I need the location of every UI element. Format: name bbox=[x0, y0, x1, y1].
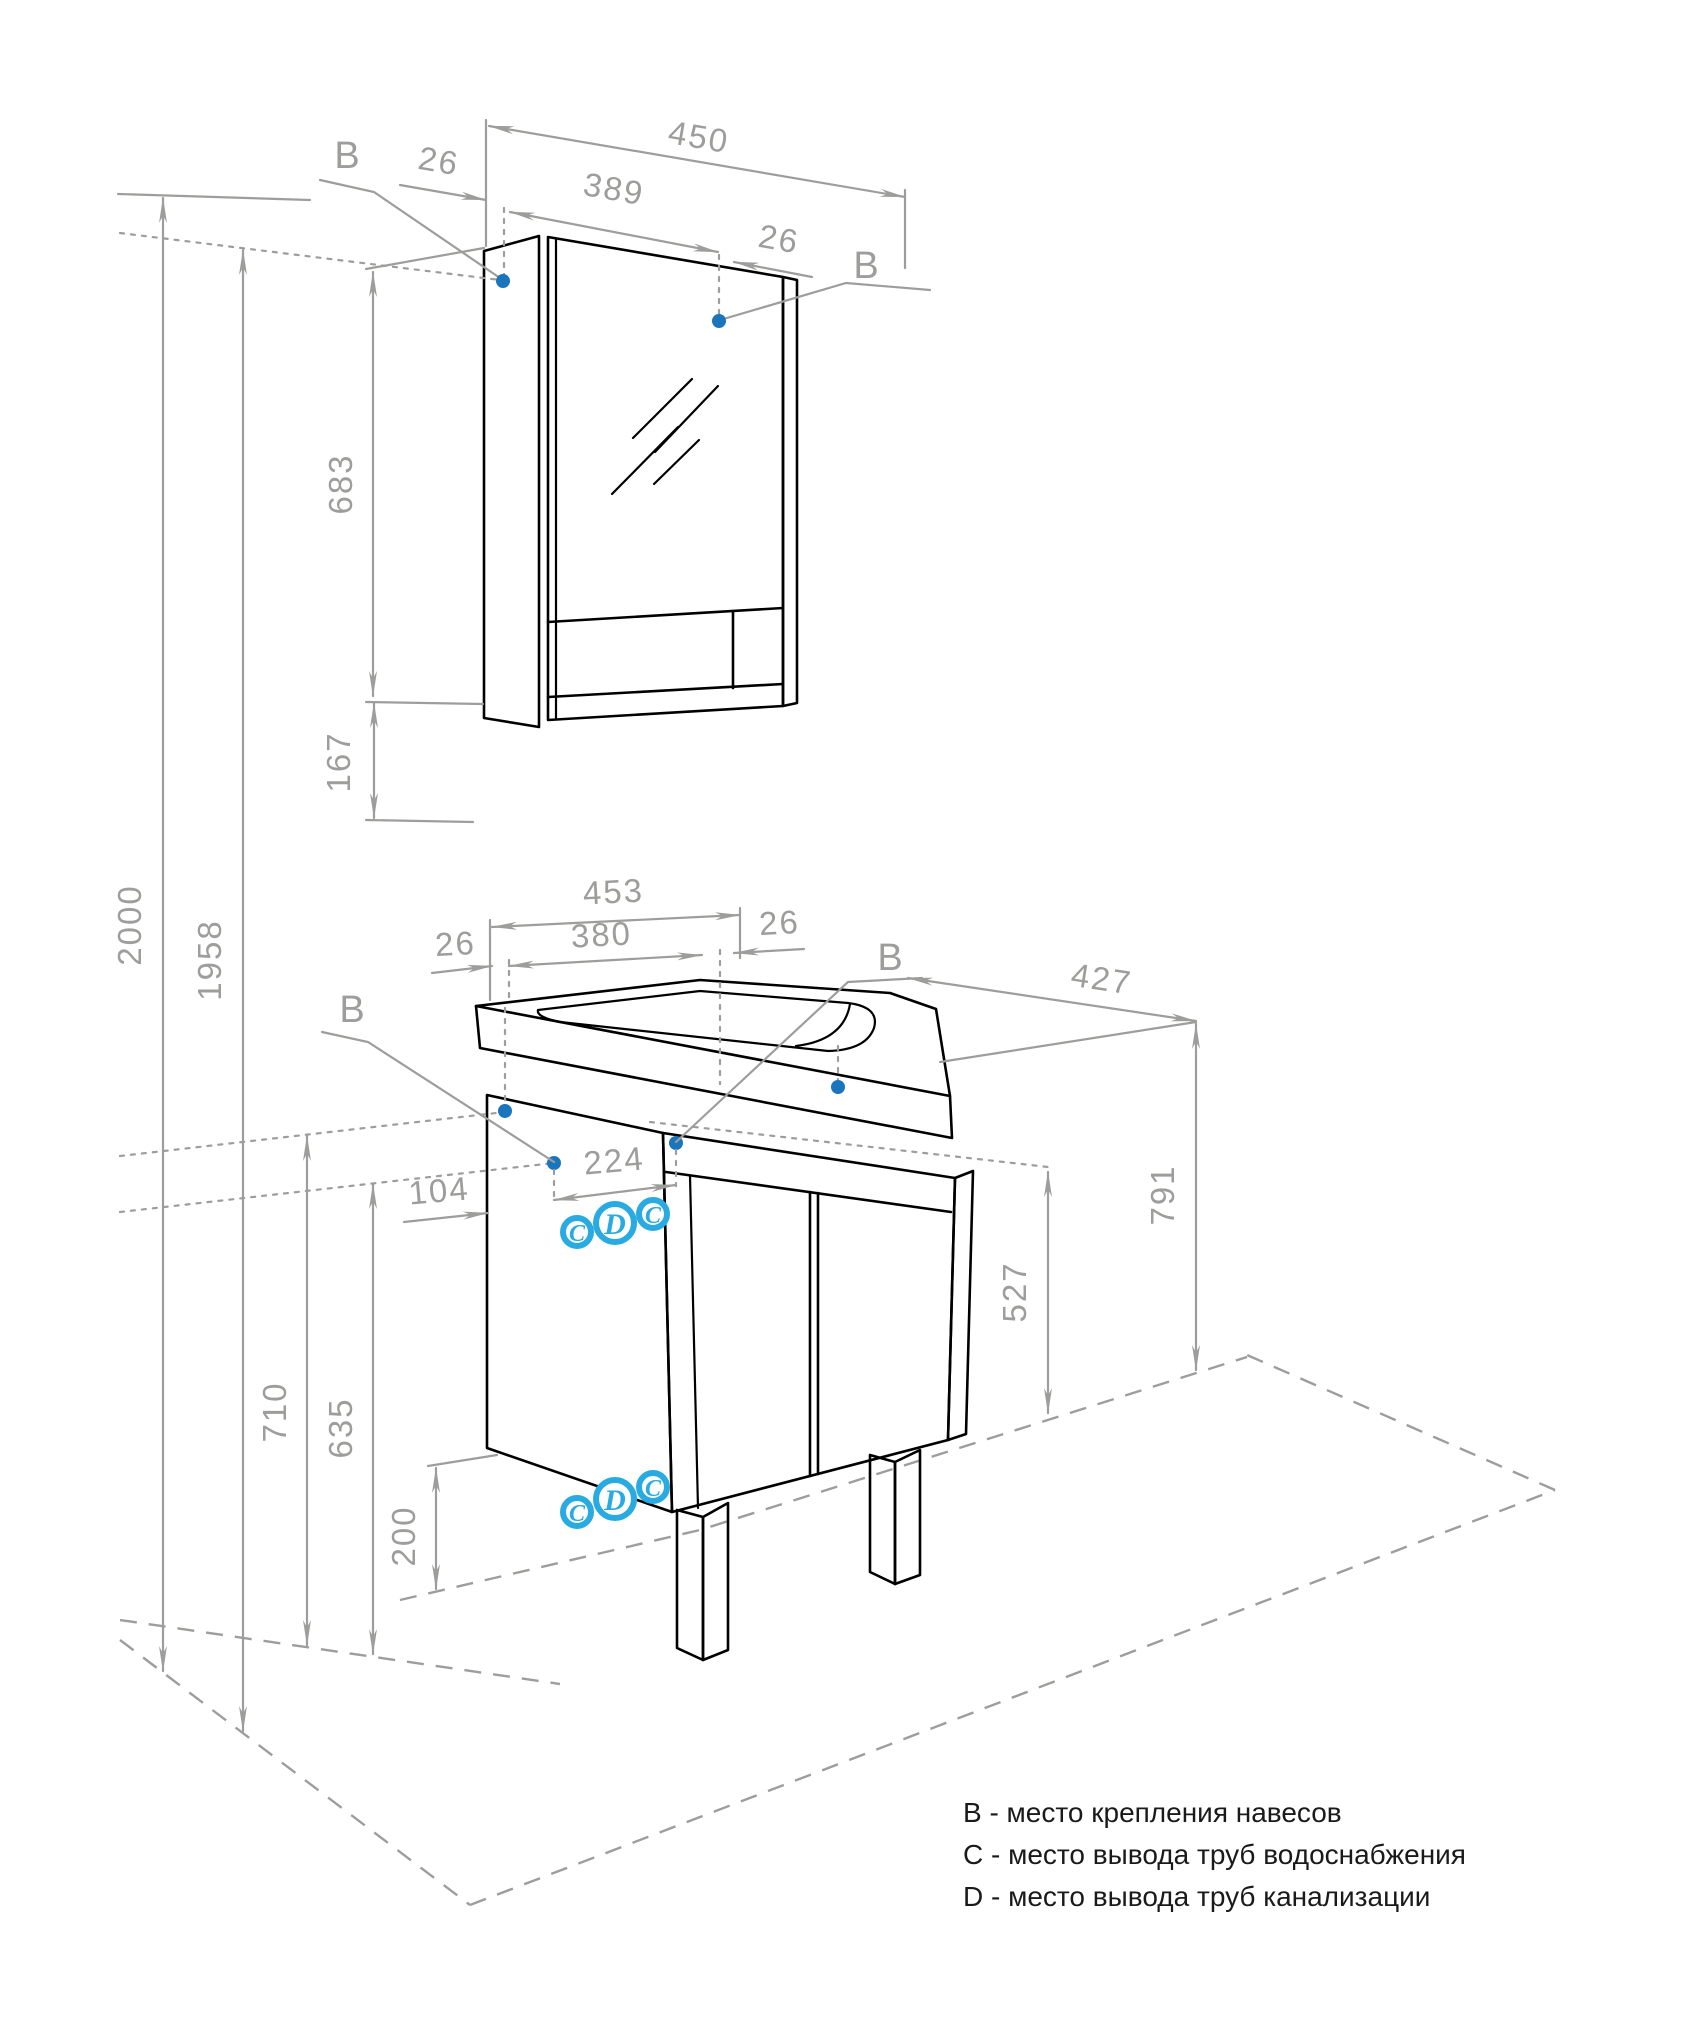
basin-apron bbox=[476, 1006, 952, 1138]
water-pipe-badge: C bbox=[644, 1476, 662, 1502]
legend-line-drain: D - место вывода труб канализации bbox=[963, 1881, 1431, 1912]
dim-vanity-wall-gap: 104 bbox=[406, 1169, 472, 1212]
mirror-shelf-top bbox=[548, 608, 783, 622]
dim-mirror-shelf-height: 167 bbox=[320, 731, 357, 793]
legend bbox=[963, 1797, 1466, 1912]
vanity-legs bbox=[677, 1450, 920, 1660]
vanity-left-door-edge bbox=[690, 1176, 698, 1508]
mount-label-b-mirror-left: B bbox=[334, 135, 360, 177]
height-dimensions bbox=[111, 194, 310, 1731]
pipe-badges-lower bbox=[563, 1473, 667, 1527]
mount-dot bbox=[498, 1104, 512, 1118]
mirror-dimensions bbox=[120, 113, 930, 822]
dim-vanity-height-front: 527 bbox=[996, 1261, 1033, 1323]
pipe-badges-upper bbox=[563, 1200, 667, 1247]
mirror-cabinet-door bbox=[548, 237, 783, 720]
vanity-dimensions bbox=[120, 871, 1196, 1654]
dim-vanity-inner-width: 380 bbox=[569, 914, 633, 955]
mount-label-b-mirror-right: B bbox=[853, 245, 879, 287]
dim-vanity-height-left: 710 bbox=[256, 1381, 293, 1443]
dim-vanity-offset-right: 26 bbox=[758, 902, 801, 943]
dim-height-total: 2000 bbox=[111, 884, 148, 966]
dim-vanity-leg-height: 200 bbox=[385, 1505, 422, 1567]
mount-dot bbox=[831, 1080, 845, 1094]
dim-vanity-offset-left: 26 bbox=[434, 923, 477, 964]
dim-vanity-total-width: 453 bbox=[581, 871, 645, 912]
dim-vanity-depth: 427 bbox=[1068, 955, 1135, 1002]
dim-vanity-height-back: 791 bbox=[1144, 1164, 1181, 1226]
mount-dot bbox=[496, 274, 510, 288]
dim-height-mount: 1958 bbox=[191, 919, 228, 1001]
basin-bowl-opening bbox=[538, 991, 875, 1051]
mirror-shelf-bottom bbox=[548, 684, 783, 697]
dim-mirror-total-width: 450 bbox=[665, 113, 733, 161]
mount-label-b-vanity-right: B bbox=[877, 937, 903, 979]
mirror-cabinet bbox=[484, 236, 797, 727]
mount-label-b-vanity-left: B bbox=[339, 989, 365, 1031]
water-pipe-badge: C bbox=[568, 1221, 586, 1247]
washbasin bbox=[476, 980, 952, 1138]
legend-line-hangers: B - место крепления навесов bbox=[963, 1797, 1342, 1828]
basin-bowl-curve bbox=[796, 1004, 850, 1046]
drain-pipe-badge: D bbox=[604, 1208, 626, 1241]
legend-line-water: C - место вывода труб водоснабжения bbox=[963, 1839, 1466, 1870]
dim-vanity-mount-span: 224 bbox=[581, 1139, 647, 1182]
mirror-cabinet-side-panel bbox=[484, 236, 539, 727]
mount-dot bbox=[712, 314, 726, 328]
dim-mirror-door-width: 389 bbox=[580, 165, 648, 213]
water-pipe-badge: C bbox=[644, 1203, 662, 1229]
vanity-cabinet bbox=[476, 980, 973, 1660]
dim-vanity-height-inner: 635 bbox=[322, 1397, 359, 1459]
drain-pipe-badge: D bbox=[604, 1484, 626, 1517]
mirror-cabinet-right-stile bbox=[783, 277, 797, 706]
mirror-glass-hatch bbox=[612, 379, 718, 494]
water-pipe-badge: C bbox=[568, 1501, 586, 1527]
dim-mirror-offset-left: 26 bbox=[415, 138, 463, 183]
dim-mirror-offset-right: 26 bbox=[755, 216, 803, 261]
vanity-top-rail bbox=[666, 1172, 951, 1212]
dim-mirror-glass-height: 683 bbox=[322, 453, 359, 515]
